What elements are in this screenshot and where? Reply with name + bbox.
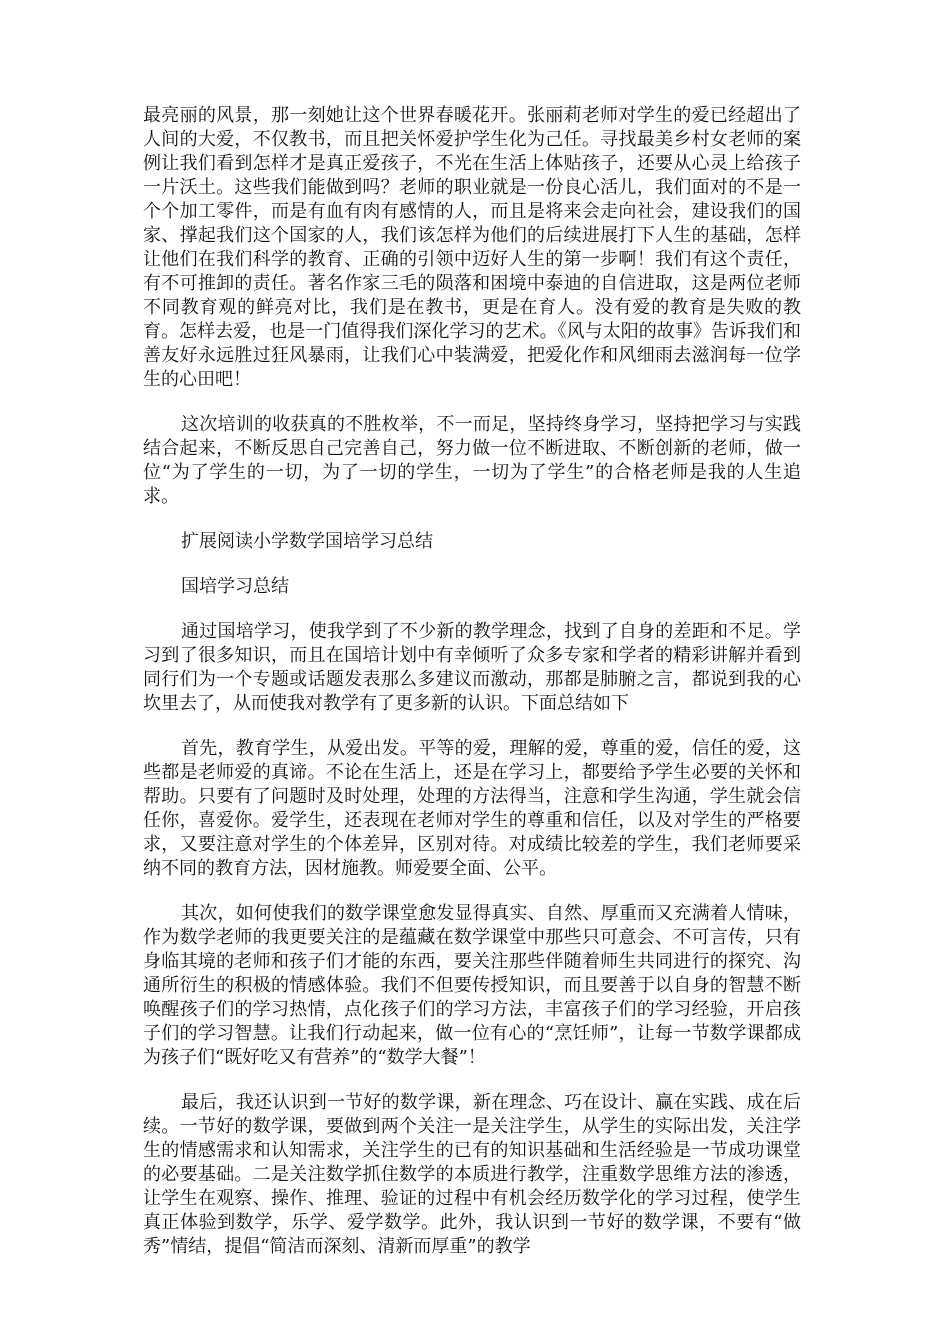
paragraph-last: 最后，我还认识到一节好的数学课，新在理念、巧在设计、赢在实践、成在后续。一节好的数学课，要做到两个关注一是关注学生，从学生的实际出发，关注学生的情感需求和认知需求，关注学生的已有的知识基础和生活经验是一节成功课堂的必要基础。二是关注数学抓住数学的本质进行教学，注重数学思维方法的渗透，让学生在观察、操作、推理、验证的过程中有机会经历数学化的学习过程，使学生真正体验到数学，乐学、爱学数学。此外，我认识到一节好的数学课，不要有“做秀”情结，提倡“简洁而深刻、清新而厚重”的教学 (143, 1092, 801, 1257)
summary-title: 国培学习总结 (181, 576, 289, 597)
extended-reading-heading: 扩展阅读小学数学国培学习总结 (181, 531, 433, 552)
document-page (143, 104, 801, 1280)
paragraph-teacher-love: 最亮丽的风景，那一刻她让这个世界春暖花开。张丽莉老师对学生的爱已经超出了人间的大爱，不仅教书，而且把关怀爱护学生化为己任。寻找最美乡村女老师的案例让我们看到怎样才是真正爱孩子，不光在生活上体贴孩子，还要从心灵上给孩子一片沃土。这些我们能做到吗？老师的职业就是一份良心活儿，我们面对的不是一个个加工零件，而是有血有肉有感情的人，而且是将来会走向社会，建设我们的国家、撑起我们这个国家的人，我们该怎样为他们的后续进展打下人生的基础，怎样让他们在我们科学的教育、正确的引领中迈好人生的第一步啊！我们有这个责任，有不可推卸的责任。著名作家三毛的陨落和困境中泰迪的自信进取，这是两位老师不同教育观的鲜亮对比，我们是在教书，更是在育人。没有爱的教育是失败的教育。怎样去爱，也是一门值得我们深化学习的艺术。《风与太阳的故事》告诉我们和善友好永远胜过狂风暴雨，让我们心中装满爱，把爱化作和风细雨去滋润每一位学生的心田吧！ (143, 105, 801, 390)
paragraph-second: 其次，如何使我们的数学课堂愈发显得真实、自然、厚重而又充满着人情味，作为数学老师的我更要关注的是蕴藏在数学课堂中那些只可意会、不可言传，只有身临其境的老师和孩子们才能的东西，要关注那些伴随着师生共同进行的探究、沟通所衍生的积极的情感体验。我们不但要传授知识，而且要善于以自身的智慧不断唤醒孩子们的学习热情，点化孩子们的学习方法，丰富孩子们的学习经验，开启孩子们的学习智慧。让我们行动起来，做一位有心的“烹饪师”，让每一节数学课都成为孩子们“既好吃又有营养”的“数学大餐”！ (143, 903, 801, 1068)
paragraph-intro: 通过国培学习，使我学到了不少新的教学理念，找到了自身的差距和不足。学习到了很多知识，而且在国培计划中有幸倾听了众多专家和学者的精彩讲解并看到同行们为一个专题或话题发表那么多建议而激动，那都是肺腑之言，都说到我的心坎里去了，从而使我对教学有了更多新的认识。下面总结如下 (143, 621, 801, 714)
paragraph-training-harvest: 这次培训的收获真的不胜枚举，不一而足，坚持终身学习，坚持把学习与实践结合起来，不断反思自己完善自己，努力做一位不断进取、不断创新的老师，做一位“为了学生的一切，为了一切的学生，一切为了学生”的合格老师是我的人生追求。 (143, 414, 801, 507)
paragraph-first: 首先，教育学生，从爱出发。平等的爱，理解的爱，尊重的爱，信任的爱，这些都是老师爱的真谛。不论在生活上，还是在学习上，都要给予学生必要的关怀和帮助。只要有了问题时及时处理，处理的方法得当，注意和学生沟通，学生就会信任你，喜爱你。爱学生，还表现在老师对学生的尊重和信任，以及对学生的严格要求，又要注意对学生的个体差异，区别对待。对成绩比较差的学生，我们老师要采纳不同的教育方法，因材施教。师爱要全面、公平。 (143, 738, 801, 879)
